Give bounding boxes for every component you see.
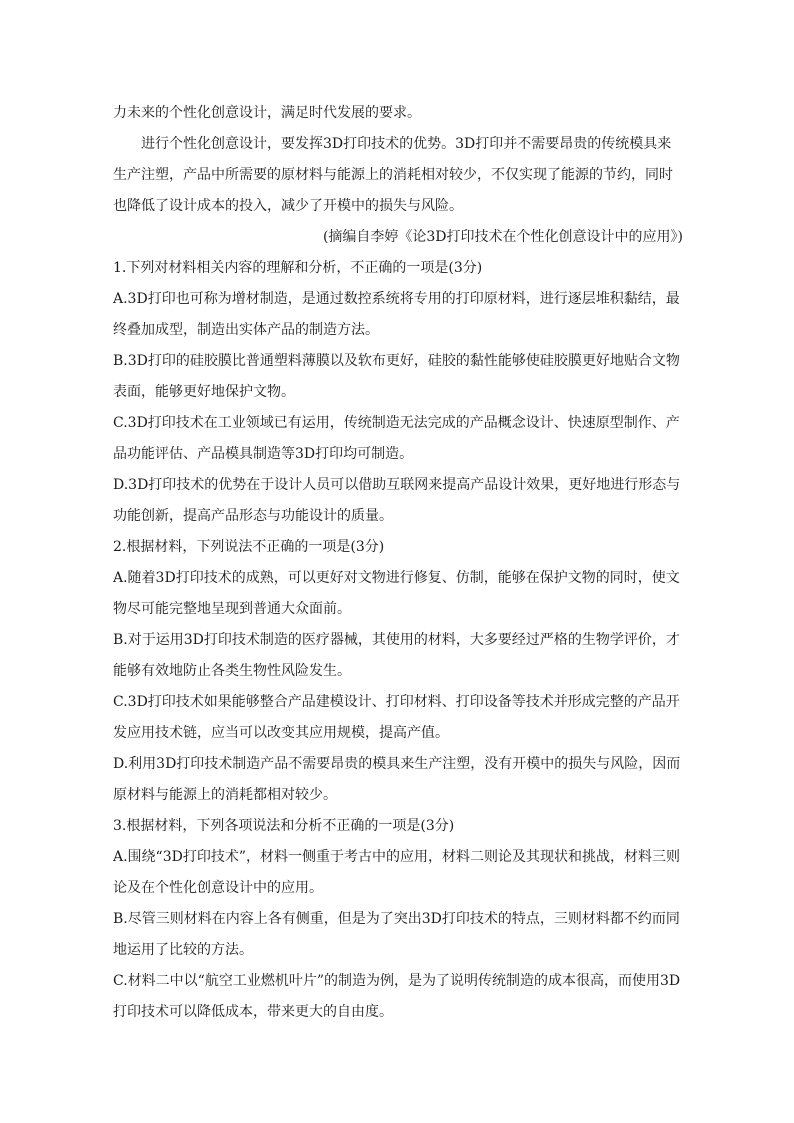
question-2-option-b: B.对于运用3D打印技术制造的医疗器械，其使用的材料，大多要经过严格的生物学评价，才	[113, 632, 680, 648]
question-3-option-a-cont: 论及在个性化创意设计中的应用。	[113, 880, 323, 896]
question-3-option-c: C.材料二中以“航空工业燃机叶片”的制造为例，是为了说明传统制造的成本很高，而使用3D	[113, 973, 681, 989]
question-1-option-a: A.3D打印也可称为增材制造，是通过数控系统将专用的打印原材料，进行逐层堆积黏结，最	[113, 291, 680, 307]
question-2-option-b-cont: 能够有效地防止各类生物性风险发生。	[113, 663, 351, 679]
question-2-option-c: C.3D打印技术如果能够整合产品建模设计、打印材料、打印设备等技术并形成完整的产品开	[113, 694, 680, 710]
question-2-option-d: D.利用3D打印技术制造产品不需要昂贵的模具来生产注塑，没有开模中的损失与风险，因而	[113, 756, 681, 772]
question-3-option-b-cont: 地运用了比较的方法。	[113, 942, 253, 958]
question-1-option-b-cont: 表面，能够更好地保护文物。	[113, 384, 295, 400]
question-1-option-b: B.3D打印的硅胶膜比普通塑料薄膜以及软布更好，硅胶的黏性能够使硅胶膜更好地贴合文物	[113, 353, 680, 369]
question-2-option-d-cont: 原材料与能源上的消耗都相对较少。	[113, 787, 337, 803]
question-1-option-d-cont: 功能创新，提高产品形态与功能设计的质量。	[113, 508, 393, 524]
question-1-stem: 1.下列对材料相关内容的理解和分析，不正确的一项是(3分)	[113, 260, 483, 276]
paragraph-line: 也降低了设计成本的投入，减少了开模中的损失与风险。	[113, 198, 463, 214]
question-1-option-c-cont: 品功能评估、产品模具制造等3D打印均可制造。	[113, 446, 414, 462]
question-1-option-a-cont: 终叠加成型，制造出实体产品的制造方法。	[113, 322, 379, 338]
question-2-option-a-cont: 物尽可能完整地呈现到普通大众面前。	[113, 601, 351, 617]
paragraph-line: 力未来的个性化创意设计，满足时代发展的要求。	[113, 105, 421, 121]
question-1-option-d: D.3D打印技术的优势在于设计人员可以借助互联网来提高产品设计效果，更好地进行形态与	[113, 477, 681, 493]
question-3-option-c-cont: 打印技术可以降低成本，带来更大的自由度。	[113, 1004, 393, 1020]
question-1-option-c: C.3D打印技术在工业领域已有运用，传统制造无法完成的产品概念设计、快速原型制作、产	[113, 415, 680, 431]
paragraph-line: 生产注塑，产品中所需要的原材料与能源上的消耗相对较少，不仅实现了能源的节约，同时	[113, 167, 673, 183]
source-citation: (摘编自李婷《论3D打印技术在个性化创意设计中的应用》)	[322, 229, 683, 245]
question-2-option-a: A.随着3D打印技术的成熟，可以更好对文物进行修复、仿制，能够在保护文物的同时，使文	[113, 570, 680, 586]
question-3-option-b: B.尽管三则材料在内容上各有侧重，但是为了突出3D打印技术的特点，三则材料都不约而同	[113, 911, 680, 927]
paragraph-line: 进行个性化创意设计，要发挥3D打印技术的优势。3D打印并不需要昂贵的传统模具来	[141, 136, 672, 152]
question-3-option-a: A.围绕“3D打印技术”，材料一侧重于考古中的应用，材料二则论及其现状和挑战，材料三则	[113, 849, 681, 865]
question-2-stem: 2.根据材料，下列说法不正确的一项是(3分)	[113, 539, 385, 555]
question-3-stem: 3.根据材料，下列各项说法和分析不正确的一项是(3分)	[113, 818, 455, 834]
question-2-option-c-cont: 发应用技术链，应当可以改变其应用规模，提高产值。	[113, 725, 449, 741]
